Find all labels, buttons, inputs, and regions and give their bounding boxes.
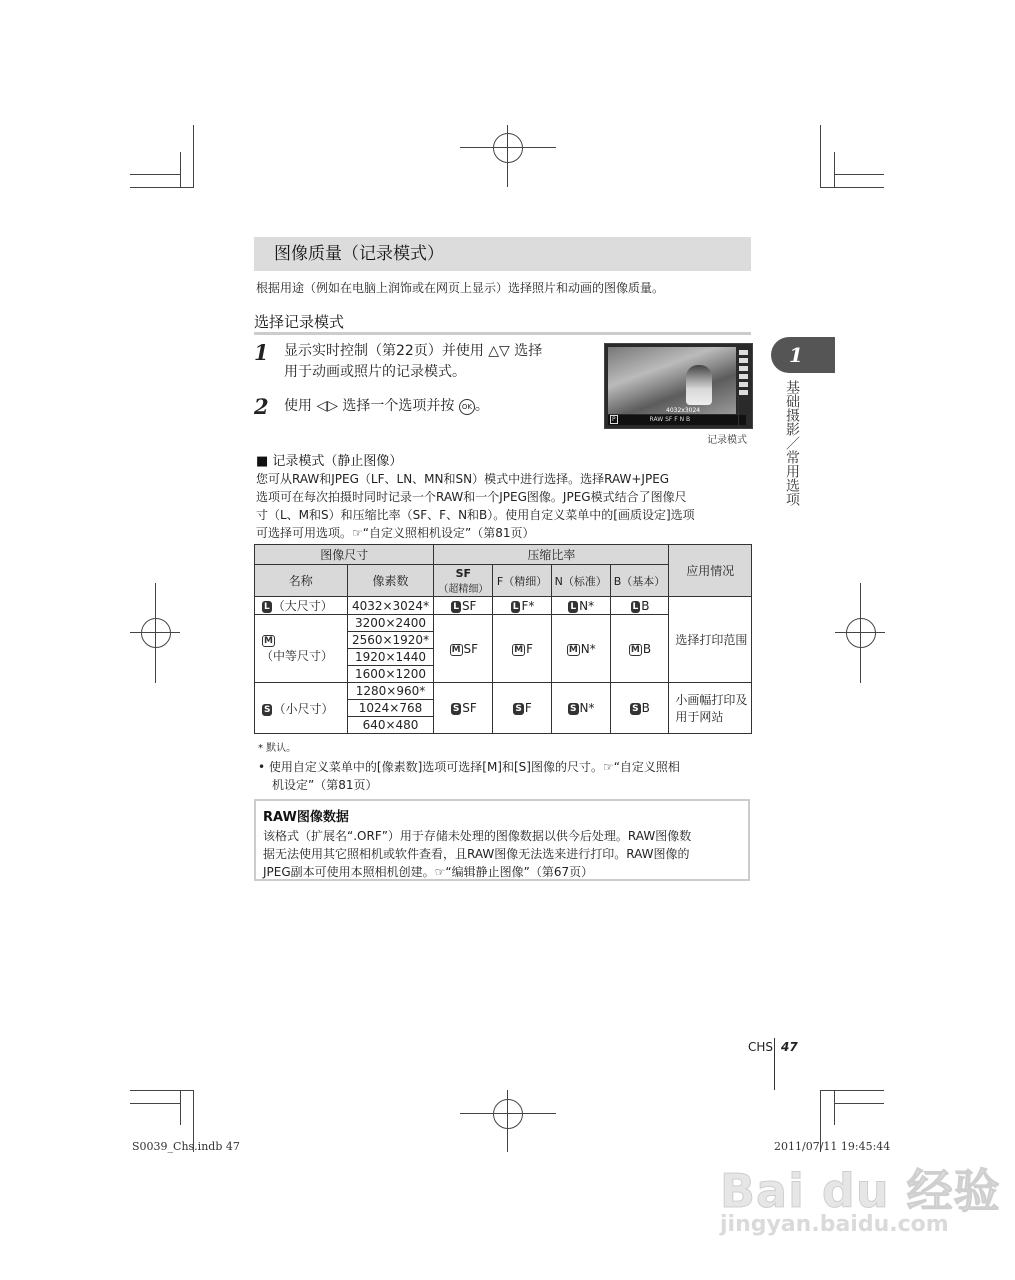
n-cell [551, 615, 610, 683]
size-name: （大尺寸） [272, 599, 333, 613]
header-compression: 压缩比率 [434, 545, 669, 565]
header-pixels: 像素数 [347, 565, 434, 597]
crop-mark [834, 152, 835, 187]
camera-mode: P [612, 416, 616, 423]
paragraph-line: 可选择可用选项。☞“自定义照相机设定”（第81页） [256, 526, 535, 540]
sf-cell [434, 597, 493, 615]
size-symbol: L [453, 601, 459, 612]
header-sf-sub: （超精细） [438, 583, 489, 595]
bullet-note-line: • 使用自定义菜单中的[像素数]选项可选择[M]和[S]图像的尺寸。☞“自定义照相 [258, 760, 680, 774]
raw-box-title: RAW图像数据 [263, 810, 349, 825]
b-cell [610, 615, 669, 683]
step-2-end: 。 [474, 398, 489, 414]
registration-line [507, 1090, 508, 1152]
paragraph-line: 您可从RAW和JPEG（LF、LN、MN和SN）模式中进行选择。选择RAW+JPEG [256, 472, 670, 486]
raw-info-box [254, 799, 750, 881]
registration-mark [493, 133, 523, 163]
size-symbol: M [568, 644, 578, 655]
body-paragraph [256, 470, 752, 542]
callout-line [738, 396, 739, 426]
footnote: * 默认。 [258, 743, 297, 754]
camera-bar-text: RAW SF F N B [649, 416, 691, 423]
sf-value: SF [462, 701, 477, 715]
b-cell [610, 597, 669, 615]
size-symbol: M [514, 644, 524, 655]
f-cell [493, 683, 552, 734]
size-symbol: L [512, 601, 519, 612]
step-number: 2 [254, 394, 269, 419]
step-1-line-1: 显示实时控制（第22页）并使用 △▽ 选择 [284, 343, 543, 359]
registration-line [507, 125, 508, 187]
subsection-title: 选择记录模式 [254, 314, 751, 335]
pixel-cell: 1920×1440 [347, 649, 434, 666]
registration-mark [846, 618, 876, 648]
baidu-watermark: Bai du 经验 [720, 1164, 1001, 1218]
chapter-title-vertical: 基础摄影／常用选项 [784, 380, 800, 506]
size-symbol: S [264, 704, 271, 715]
n-cell [551, 683, 610, 734]
header-name: 名称 [255, 565, 348, 597]
b-value: B [641, 701, 650, 715]
baidu-watermark-url: jingyan.baidu.com [720, 1212, 949, 1237]
camera-bottom-bar [608, 415, 746, 425]
size-symbol: S [515, 704, 522, 714]
intro-text: 根据用途（例如在电脑上润饰或在网页上显示）选择照片和动画的图像质量。 [256, 281, 665, 295]
registration-line [155, 583, 156, 683]
n-value: N* [580, 641, 596, 656]
f-cell [493, 597, 552, 615]
registration-line [460, 147, 556, 148]
bullet-note-line: 机设定”（第81页） [272, 778, 378, 792]
size-symbol: L [264, 602, 270, 612]
pixel-cell: 3200×2400 [347, 615, 434, 632]
raw-box-line: JPEG副本可使用本照相机创建。☞“编辑静止图像”（第67页） [263, 865, 594, 879]
camera-subject [686, 365, 712, 405]
size-symbol: L [570, 601, 577, 612]
camera-photo [608, 347, 736, 414]
crop-mark [130, 174, 180, 175]
pixel-cell: 1024×768 [347, 700, 434, 717]
crop-mark [834, 1090, 835, 1125]
registration-line [860, 583, 861, 683]
sf-value: SF [463, 641, 479, 656]
footer-file: S0039_Chs.indb 47 [132, 1140, 240, 1153]
crop-mark [193, 125, 194, 187]
sf-value: SF [461, 598, 477, 613]
size-symbol: M [630, 644, 640, 655]
use-cell: 选择打印范围 [669, 597, 752, 683]
size-symbol: S [570, 704, 577, 714]
f-value: F* [521, 598, 535, 613]
crop-mark [834, 174, 884, 175]
f-value: F [526, 641, 533, 656]
crop-mark [820, 1090, 884, 1091]
pixel-cell: 2560×1920* [347, 632, 434, 649]
f-value: F [524, 701, 532, 715]
size-symbol: M [451, 644, 461, 655]
crop-mark [834, 1103, 884, 1104]
sf-cell [434, 683, 493, 734]
size-name-cell [255, 683, 348, 734]
paragraph-line: 选项可在每次拍摄时同时记录一个RAW和一个JPEG图像。JPEG模式结合了图像尺 [256, 490, 687, 504]
pixel-cell: 4032×3024* [347, 597, 434, 615]
page-language: CHS [748, 1040, 774, 1054]
page-separator [774, 1038, 775, 1090]
n-cell [551, 597, 610, 615]
step-1-text [284, 341, 594, 383]
f-cell [493, 615, 552, 683]
crop-mark [130, 187, 194, 188]
header-sf [434, 565, 493, 597]
crop-mark [180, 1090, 181, 1125]
registration-mark [493, 1099, 523, 1129]
step-number: 1 [254, 340, 269, 365]
header-use: 应用情况 [669, 545, 752, 597]
header-n: N（标准） [551, 565, 610, 597]
use-line: 用于网站 [675, 710, 724, 724]
page-number: 47 [781, 1040, 798, 1054]
raw-box-line: 据无法使用其它照相机或软件查看，且RAW图像无法选来进行打印。RAW图像的 [263, 847, 690, 861]
step-2-text [284, 396, 489, 417]
b-value: B [642, 641, 652, 656]
crop-mark [130, 1090, 194, 1091]
n-value: N* [579, 598, 595, 613]
table-row [255, 597, 752, 615]
header-f: F（精细） [493, 565, 552, 597]
callout-label: 记录模式 [707, 435, 747, 446]
registration-mark [141, 618, 171, 648]
table-row [255, 683, 752, 700]
size-symbol: S [632, 704, 639, 714]
header-b: B（基本） [610, 565, 669, 597]
footer-date: 2011/07/11 19:45:44 [774, 1140, 891, 1153]
ok-button-icon: OK [459, 399, 475, 415]
step-2-line: 使用 ◁▷ 选择一个选项并按 [284, 398, 455, 414]
size-symbol: L [632, 601, 639, 612]
pixel-cell: 1600×1200 [347, 666, 434, 683]
paragraph-line: 寸（L、M和S）和压缩比率（SF、F、N和B）。使用自定义菜单中的[画质设定]选项 [256, 508, 695, 522]
header-sf-label: SF [455, 566, 472, 580]
size-symbol: S [452, 704, 460, 714]
quality-table [254, 544, 752, 734]
size-name: （小尺寸） [273, 701, 334, 716]
b-value: B [641, 598, 650, 613]
use-line: 小画幅打印及 [675, 693, 748, 707]
bullet-note [258, 758, 680, 794]
camera-resolution: 4032x3024 [666, 407, 701, 414]
step-1-line-2: 用于动画或照片的记录模式。 [284, 364, 466, 380]
crop-mark [130, 1103, 180, 1104]
camera-screen-image [604, 343, 753, 429]
chapter-tab: 1 [771, 337, 835, 373]
size-name-cell [255, 615, 348, 683]
raw-box-line: 该格式（扩展名“.ORF”）用于存储未处理的图像数据以供今后处理。RAW图像数 [263, 829, 692, 843]
bullet-heading: ■ 记录模式（静止图像） [256, 454, 403, 469]
registration-line [460, 1113, 556, 1114]
raw-box-body [263, 827, 743, 881]
crop-mark [820, 187, 884, 188]
b-cell [610, 683, 669, 734]
size-symbol: M [264, 636, 273, 646]
size-name: （中等尺寸） [261, 649, 334, 663]
n-value: N* [579, 701, 595, 715]
sf-cell [434, 615, 493, 683]
crop-mark [820, 125, 821, 187]
use-cell [669, 683, 752, 734]
pixel-cell: 640×480 [347, 717, 434, 734]
pixel-cell: 1280×960* [347, 683, 434, 700]
size-name-cell [255, 597, 348, 615]
crop-mark [180, 152, 181, 187]
section-title: 图像质量（记录模式） [254, 237, 751, 271]
header-image-size: 图像尺寸 [255, 545, 434, 565]
